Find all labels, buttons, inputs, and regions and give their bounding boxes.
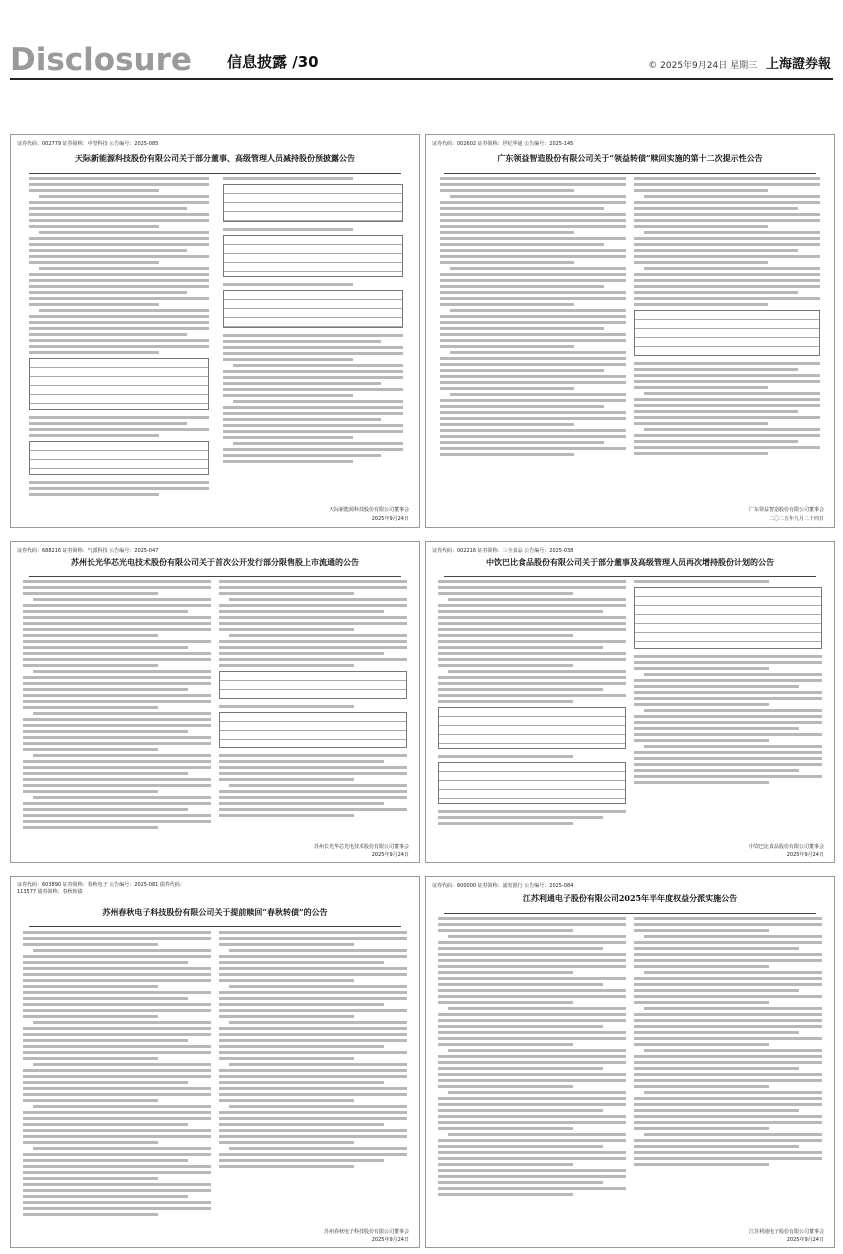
issue-date: © 2025年9月24日 星期三 <box>648 61 758 71</box>
notice-title: 中饮巴比食品股份有限公司关于部分董事及高级管理人员再次增持股份计划的公告 <box>486 557 774 567</box>
section-title-cn: 信息披露 /30 <box>227 53 319 71</box>
notice-title: 江苏利通电子股份有限公司2025年半年度权益分派实施公告 <box>522 893 738 903</box>
title-rule <box>444 173 816 174</box>
notice-codes: 证券代码：688216 证券简称：气派科技 公告编号：2025-047 <box>17 548 159 554</box>
notice-signature: 苏州长光华芯光电技术股份有限公司董事会 <box>313 844 409 850</box>
section-title-en: Disclosure <box>10 42 192 78</box>
notice-date: 2025年9月24日 <box>371 852 409 858</box>
masthead-right <box>648 53 831 72</box>
notice-codes: 证券代码：002216 证券简称：三全食品 公告编号：2025-038 <box>432 548 574 554</box>
notice-date: 2025年9月24日 <box>371 516 409 522</box>
notice-codes: 证券代码：603890 证券简称：春秋电子 公告编号：2025-081 债券代码：113577 债券简称：春秋转债 <box>17 882 185 895</box>
notice-body-right <box>219 931 407 1221</box>
notice-title: 天际新能源科技股份有限公司关于部分董事、高级管理人员减持股份预披露公告 <box>75 153 355 163</box>
notice-body-right <box>634 917 822 1217</box>
notice-title: 广东领益智造股份有限公司关于“领益转债”赎回实施的第十二次提示性公告 <box>497 153 763 163</box>
notice-signature: 天际新能源科技股份有限公司董事会 <box>328 507 409 513</box>
notice-signature: 中饮巴比食品股份有限公司董事会 <box>748 844 824 850</box>
title-rule <box>29 576 401 577</box>
notice-changguang <box>10 541 420 863</box>
notice-tianji <box>10 134 420 528</box>
title-rule <box>29 173 401 174</box>
masthead-rule <box>10 78 833 80</box>
notice-codes: 证券代码：600000 证券简称：浦发银行 公告编号：2025-084 <box>432 883 574 889</box>
notice-date: 2025年9月24日 <box>371 1237 409 1243</box>
masthead <box>0 0 843 96</box>
notice-title: 苏州长光华芯光电技术股份有限公司关于首次公开发行部分限售股上市流通的公告 <box>71 557 359 567</box>
notice-title: 苏州春秋电子科技股份有限公司关于提前赎回“春秋转债”的公告 <box>102 907 328 917</box>
notice-litong <box>425 876 835 1248</box>
notice-body-left <box>438 580 626 845</box>
notice-date: 2025年9月24日 <box>786 1237 824 1243</box>
notice-body-right <box>634 580 822 835</box>
title-rule <box>29 926 401 927</box>
notice-date: 二〇二五年九月二十四日 <box>768 516 824 522</box>
notice-codes: 证券代码：002779 证券简称：中坚科技 公告编号：2025-085 <box>17 141 159 147</box>
notice-date: 2025年9月24日 <box>786 852 824 858</box>
notice-body-right <box>634 177 820 497</box>
notice-body-left <box>23 931 211 1231</box>
notice-body-right <box>223 177 403 497</box>
title-rule <box>444 576 816 577</box>
notice-body-left <box>438 917 626 1227</box>
notice-chunqiu <box>10 876 420 1248</box>
notice-body-left <box>29 177 209 507</box>
notice-body-left <box>440 177 626 507</box>
notice-body-right <box>219 580 407 835</box>
notice-signature: 广东领益智造股份有限公司董事会 <box>748 507 824 513</box>
newspaper-logo: 上海證券報 <box>765 57 831 72</box>
notice-signature: 苏州春秋电子科技股份有限公司董事会 <box>323 1229 409 1235</box>
notice-lingyi <box>425 134 835 528</box>
notice-signature: 江苏利通电子股份有限公司董事会 <box>748 1229 824 1235</box>
notice-codes: 证券代码：002602 证券简称：世纪华通 公告编号：2025-145 <box>432 141 574 147</box>
title-rule <box>444 913 816 914</box>
notice-babi <box>425 541 835 863</box>
notice-body-left <box>23 580 211 845</box>
